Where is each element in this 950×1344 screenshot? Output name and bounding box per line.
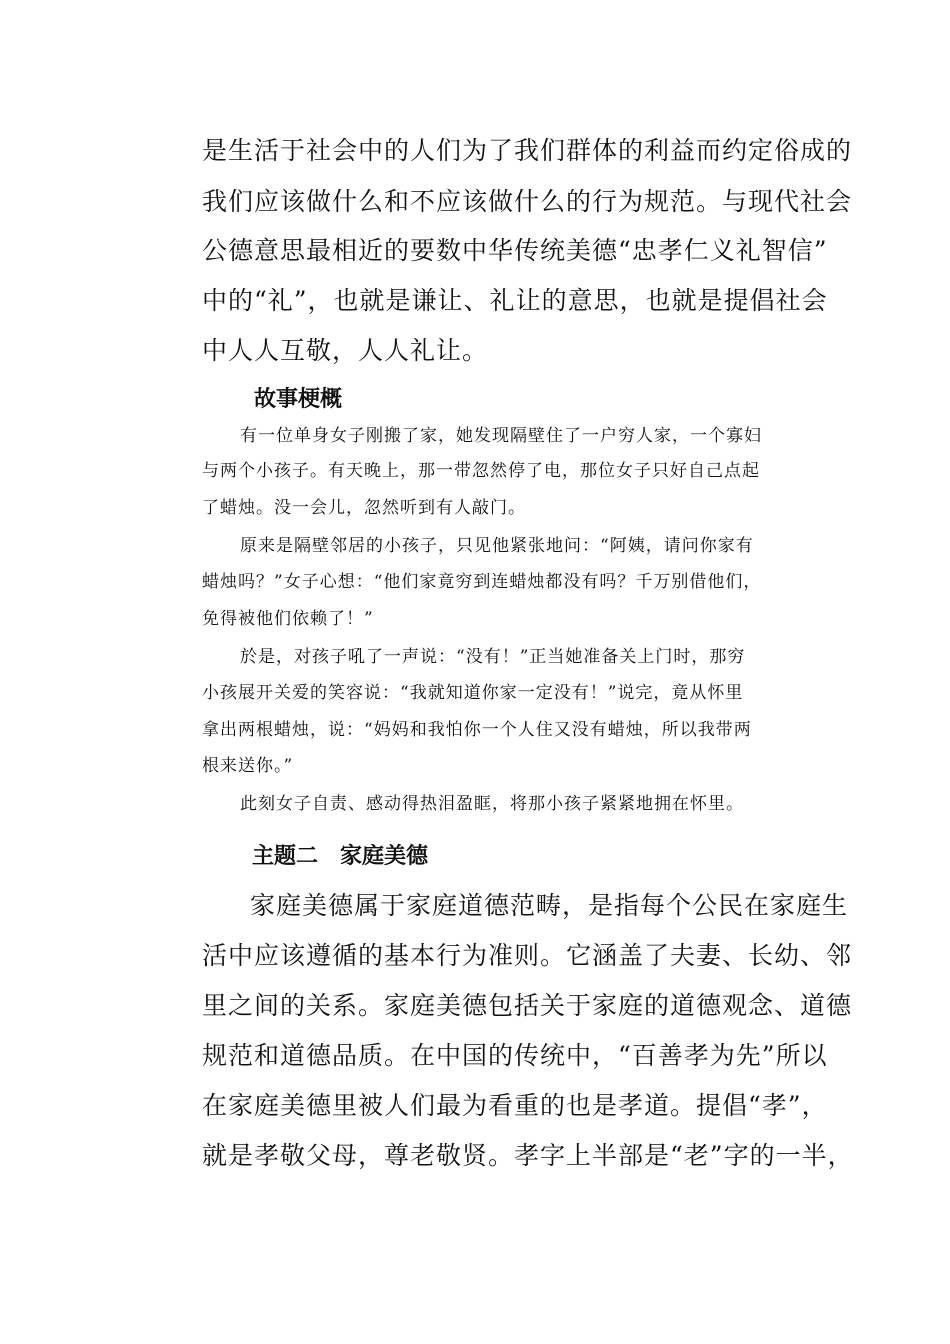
story-line: 此刻女子自责、感动得热泪盈眶，将那小孩子紧紧地拥在怀里。 — [240, 794, 744, 814]
theme-two-heading: 主题二 家庭美德 — [252, 844, 429, 869]
theme-two-line: 家庭美德属于家庭道德范畴，是指每个公民在家庭生 — [250, 891, 849, 920]
story-heading: 故事梗概 — [254, 387, 343, 412]
intro-line: 中的“礼”，也就是谦让、礼让的意思，也就是提倡社会 — [202, 286, 828, 315]
theme-two-line: 活中应该遵循的基本行为准则。它涵盖了夫妻、长幼、邻 — [202, 941, 853, 970]
story-line: 小孩展开关爱的笑容说：“我就知道你家一定没有！”说完，竟从怀里 — [202, 683, 744, 703]
story-line: 原来是隔壁邻居的小孩子，只见他紧张地问：“阿姨，请问你家有 — [240, 536, 754, 556]
story-line: 拿出两根蜡烛，说：“妈妈和我怕你一个人住又没有蜡烛，所以我带两 — [202, 720, 752, 740]
story-line: 蜡烛吗？”女子心想：“他们家竟穷到连蜡烛都没有吗？千万别借他们， — [202, 572, 762, 592]
story-line: 根来送你。” — [202, 756, 294, 776]
theme-two-line: 里之间的关系。家庭美德包括关于家庭的道德观念、道德 — [202, 991, 853, 1020]
story-line: 有一位单身女子刚搬了家，她发现隔壁住了一户穷人家，一个寡妇 — [240, 426, 762, 446]
story-line: 与两个小孩子。有天晚上，那一带忽然停了电，那位女子只好自己点起 — [202, 461, 760, 481]
intro-line: 我们应该做什么和不应该做什么的行为规范。与现代社会 — [202, 187, 853, 216]
intro-line: 中人人互敬，人人礼让。 — [202, 336, 489, 365]
intro-line: 是生活于社会中的人们为了我们群体的利益而约定俗成的 — [202, 136, 853, 165]
theme-two-line: 在家庭美德里被人们最为看重的也是孝道。提倡“孝”， — [202, 1091, 828, 1120]
theme-two-line: 就是孝敬父母，尊老敬贤。孝字上半部是“老”字的一半， — [202, 1141, 854, 1170]
intro-line: 公德意思最相近的要数中华传统美德“忠孝仁义礼智信” — [202, 236, 828, 265]
theme-two-line: 规范和道德品质。在中国的传统中，“百善孝为先”所以 — [202, 1041, 828, 1070]
story-line: 免得被他们依赖了！” — [202, 609, 374, 629]
story-line: 了蜡烛。没一会儿，忽然听到有人敲门。 — [202, 498, 526, 518]
story-line: 於是，对孩子吼了一声说：“没有！”正当她准备关上门时，那穷 — [240, 647, 746, 667]
